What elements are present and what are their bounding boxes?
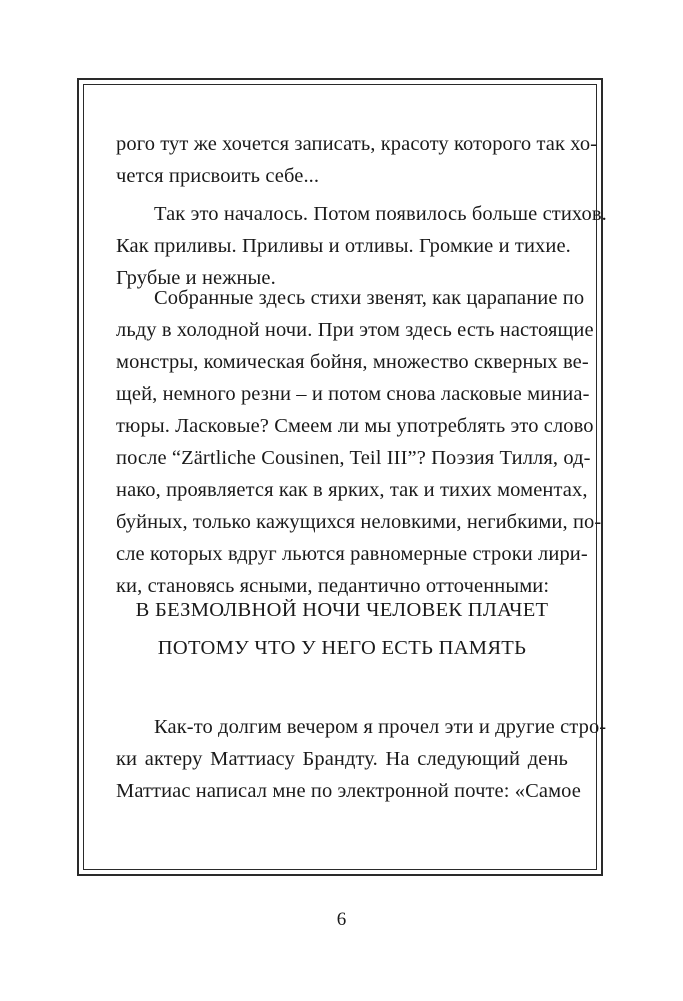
text-line: сле которых вдруг льются равномерные строки лири- <box>116 543 588 565</box>
text-line: рого тут же хочется записать, красоту которого так хо- <box>116 133 598 155</box>
paragraph-4 <box>116 711 607 807</box>
text-line: Так это началось. Потом появилось больше стихов. <box>154 203 607 225</box>
paragraph-1 <box>116 128 598 192</box>
text-line: после “Zärtliche Cousinen, Teil III”? Поэзия Тилля, од- <box>116 447 591 469</box>
poem-line: В БЕЗМОЛВНОЙ НОЧИ ЧЕЛОВЕК ПЛАЧЕТ <box>135 599 549 621</box>
text-line: Грубые и нежные. <box>116 267 276 289</box>
text-line: Как-то долгим вечером я прочел эти и другие стро- <box>154 716 607 738</box>
text-line: монстры, комическая бойня, множество скверных ве- <box>116 351 589 373</box>
text-line: ки актеру Маттиасу Брандту. На следующий день <box>116 748 568 770</box>
text-line: льду в холодной ночи. При этом здесь есть настоящие <box>116 319 594 341</box>
text-line: Маттиас написал мне по электронной почте: «Самое <box>116 780 581 802</box>
text-line: буйных, только кажущихся неловкими, негибкими, по- <box>116 511 602 533</box>
text-line: ки, становясь ясными, педантично отточенными: <box>116 575 550 597</box>
text-line: щей, немного резни – и потом снова ласковые миниа- <box>116 383 590 405</box>
text-line: тюры. Ласковые? Смеем ли мы употреблять это слово <box>116 415 594 437</box>
paragraph-3 <box>116 282 602 602</box>
text-line: Как приливы. Приливы и отливы. Громкие и тихие. <box>116 235 571 257</box>
paragraph-2 <box>116 198 607 294</box>
page-number: 6 <box>336 909 347 930</box>
text-line: нако, проявляется как в ярких, так и тихих моментах, <box>116 479 588 501</box>
text-line: чется присвоить себе... <box>116 165 320 187</box>
text-line: Собранные здесь стихи звенят, как царапание по <box>154 287 585 309</box>
poem-line: ПОТОМУ ЧТО У НЕГО ЕСТЬ ПАМЯТЬ <box>157 637 527 659</box>
